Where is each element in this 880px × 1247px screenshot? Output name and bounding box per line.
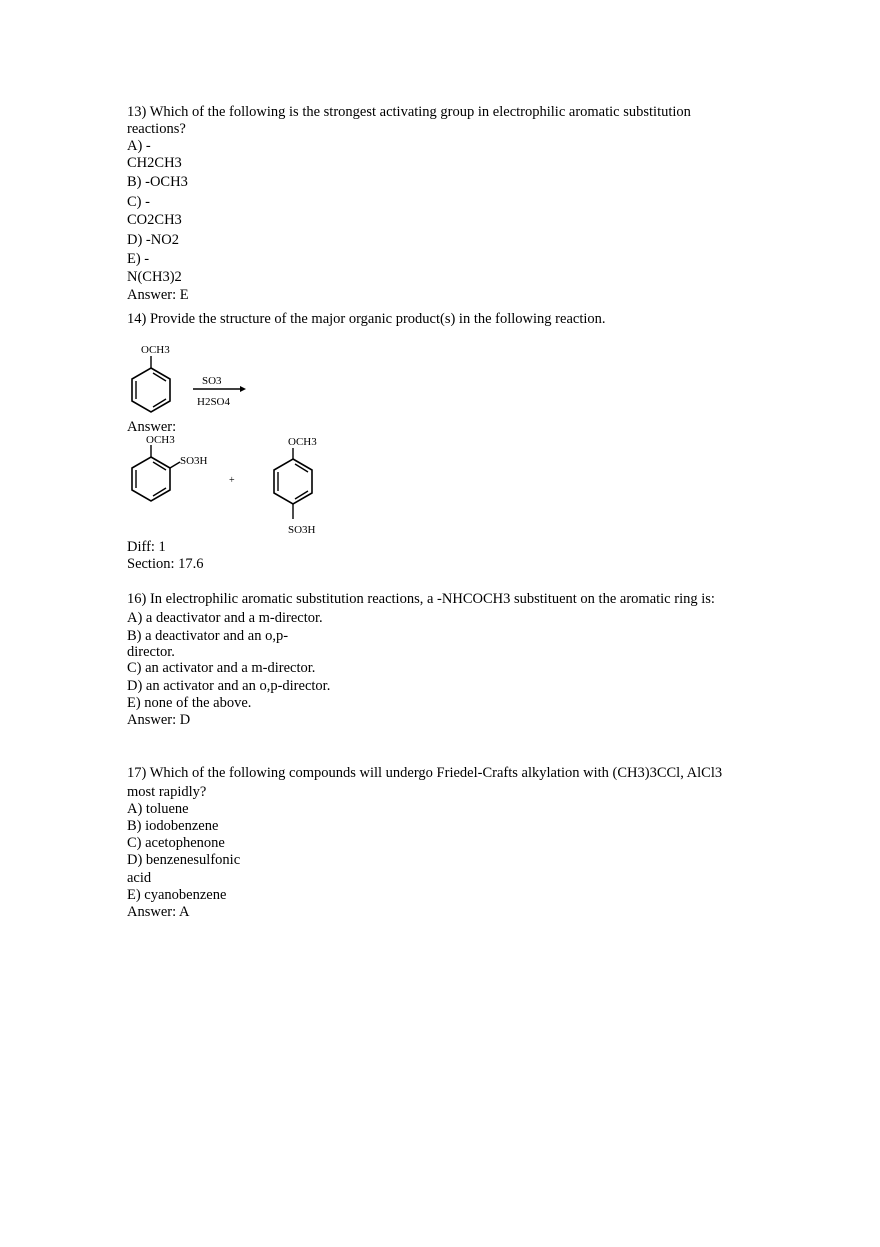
reagent-bottom-label: H2SO4 [197,396,231,408]
q17-option-e: E) cyanobenzene [127,887,227,903]
q17-option-d-line2: acid [127,870,152,886]
plus-sign: + [229,475,235,486]
q17-option-a: A) toluene [127,801,189,817]
q17-question-line2: most rapidly? [127,784,207,800]
q16-option-e: E) none of the above. [127,695,252,711]
q14-question: 14) Provide the structure of the major organic product(s) in the following reaction. [127,311,606,327]
product2-benzene-ring [274,459,312,504]
q16-option-b-line2: director. [127,644,175,660]
q16-option-b-line1: B) a deactivator and an o,p- [127,628,289,644]
reactant-benzene-ring [132,368,170,412]
reaction-scheme-figure [120,333,260,418]
product1-top-label: OCH3 [146,434,175,446]
q17-answer: Answer: A [127,904,190,920]
q16-option-a: A) a deactivator and a m-director. [127,610,323,626]
product1-side-label: SO3H [180,455,208,467]
answer-products-figure [120,430,340,540]
q13-option-e-line2: N(CH3)2 [127,269,182,285]
q17-option-d-line1: D) benzenesulfonic [127,852,241,868]
q17-question-line1: 17) Which of the following compounds will undergo Friedel-Crafts alkylation with (CH3)3CCl, AlCl3 [127,765,723,781]
q17-option-b: B) iodobenzene [127,818,219,834]
q13-option-d: D) -NO2 [127,232,179,248]
q13-question-line2: reactions? [127,121,186,137]
q13-option-e-line1: E) - [127,251,150,267]
q16-question: 16) In electrophilic aromatic substitution reactions, a -NHCOCH3 substituent on the aromatic ring is: [127,591,715,607]
q17-option-c: C) acetophenone [127,835,225,851]
q13-answer: Answer: E [127,287,189,303]
q14-section: Section: 17.6 [127,556,204,572]
q14-diff: Diff: 1 [127,539,166,555]
product1-benzene-ring [132,457,170,501]
product2-top-label: OCH3 [288,436,317,448]
q13-option-a-line2: CH2CH3 [127,155,182,171]
reagent-top-label: SO3 [202,375,222,387]
q16-option-c: C) an activator and a m-director. [127,660,316,676]
q13-option-b: B) -OCH3 [127,174,188,190]
q16-option-d: D) an activator and an o,p-director. [127,678,331,694]
q13-option-c-line1: C) - [127,194,150,210]
q13-option-a-line1: A) - [127,138,151,154]
q13-question-line1: 13) Which of the following is the strongest activating group in electrophilic aromatic substitution [127,104,691,120]
q14-answer-label: Answer: [127,419,177,435]
q16-answer: Answer: D [127,712,191,728]
q13-option-c-line2: CO2CH3 [127,212,182,228]
reactant-substituent-label: OCH3 [141,344,170,356]
product2-bottom-label: SO3H [288,524,316,536]
